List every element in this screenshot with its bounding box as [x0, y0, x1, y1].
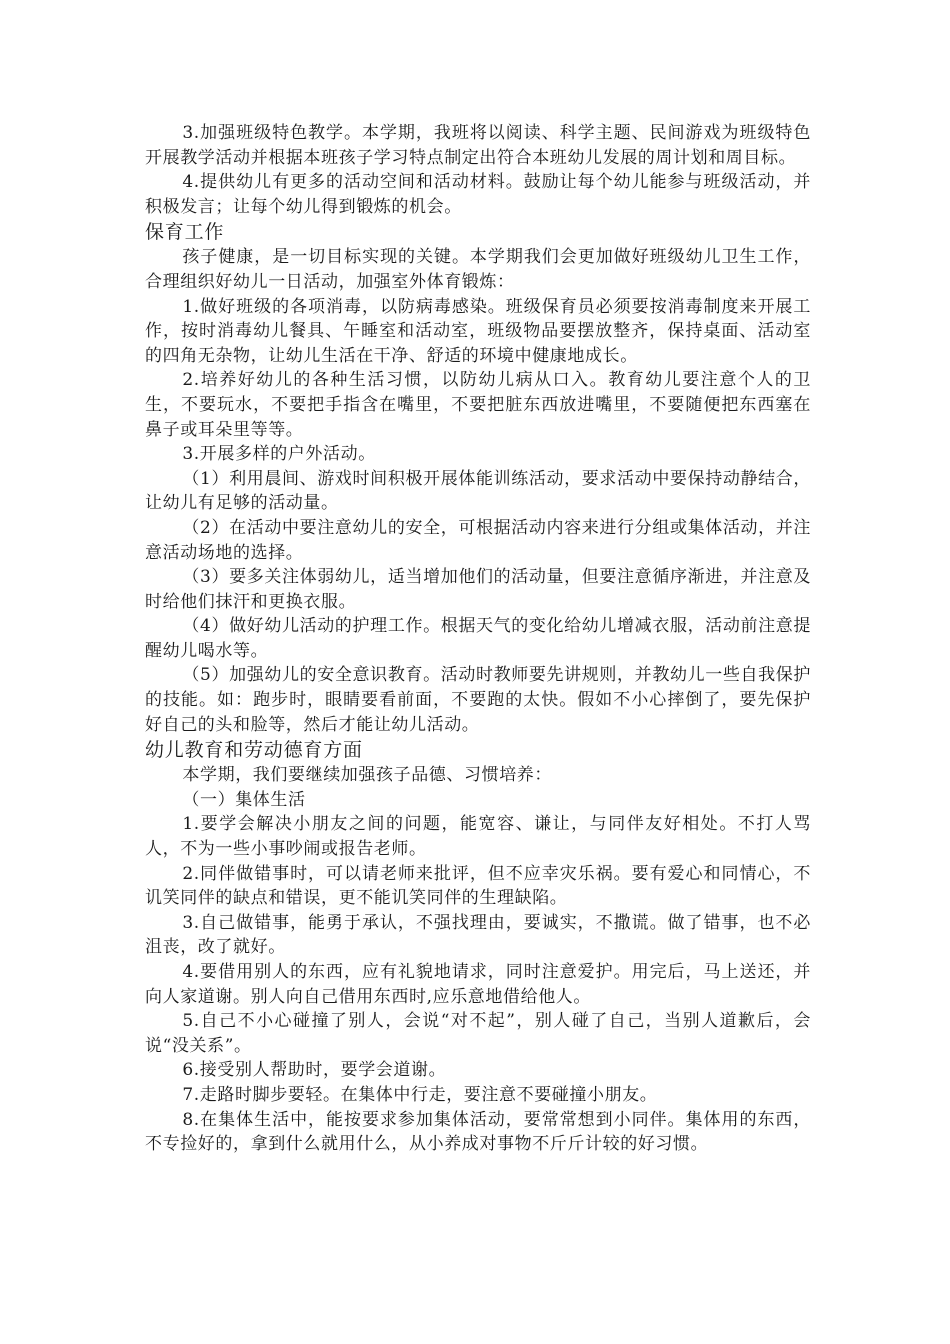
paragraph-moral-intro: 本学期，我们要继续加强孩子品德、习惯培养：	[182, 765, 552, 786]
paragraph-group-item-8: 8.在集体生活中，能按要求参加集体活动，要常常想到小同伴。集体用的东西，不专捡好的，拿到什么就用什么，从小养成对事物不斤斤计较的好习惯。	[145, 1109, 811, 1155]
paragraph-group-item-1: 1.要学会解决小朋友之间的问题，能宽容、谦让，与同伴友好相处。不打人骂人，不为一些小事吵闹或报告老师。	[145, 814, 811, 860]
paragraph-outdoor-item-1: （1）利用晨间、游戏时间积极开展体能训练活动，要求活动中要保持动静结合，让幼儿有足够的活动量。	[145, 468, 811, 514]
paragraph-group-item-4: 4.要借用别人的东西，应有礼貌地请求，同时注意爱护。用完后，马上送还，并向人家道谢。别人向自己借用东西时,应乐意地借给他人。	[145, 962, 811, 1007]
paragraph-group-item-6: 6.接受别人帮助时，要学会道谢。	[182, 1060, 447, 1081]
paragraph-group-item-7: 7.走路时脚步要轻。在集体中行走，要注意不要碰撞小朋友。	[182, 1084, 658, 1105]
paragraph-group-item-5: 5.自己不小心碰撞了别人，会说“对不起”，别人碰了自己，当别人道歉后，会说“没关系”。	[145, 1011, 811, 1056]
subheading-group-life: （一）集体生活	[182, 789, 306, 810]
paragraph-living-habits: 2.培养好幼儿的各种生活习惯，以防幼儿病从口入。教育幼儿要注意个人的卫生，不要玩水，不要把手指含在嘴里，不要把脏东西放进嘴里，不要随便把东西塞在鼻子或耳朵里等等。	[145, 370, 811, 440]
section-heading-moral-education: 幼儿教育和劳动德育方面	[145, 739, 363, 762]
paragraph-outdoor-item-3: （3）要多关注体弱幼儿，适当增加他们的活动量，但要注意循序渐进，并注意及时给他们抹汗和更换衣服。	[145, 567, 811, 612]
paragraph-disinfection: 1.做好班级的各项消毒，以防病毒感染。班级保育员必须要按消毒制度来开展工作，按时消毒幼儿餐具、午睡室和活动室，班级物品要摆放整齐，保持桌面、活动室的四角无杂物，让幼儿生活在干净、舒适的环境中健康地成长。	[145, 296, 811, 366]
paragraph-group-item-3: 3.自己做错事，能勇于承认，不强找理由，要诚实，不撒谎。做了错事，也不必沮丧，改了就好。	[145, 912, 811, 958]
paragraph-activity-space: 4.提供幼儿有更多的活动空间和活动材料。鼓励让每个幼儿能参与班级活动，并积极发言；让每个幼儿得到锻炼的机会。	[145, 172, 811, 217]
document-body	[145, 121, 811, 1157]
paragraph-special-teaching: 3.加强班级特色教学。本学期，我班将以阅读、科学主题、民间游戏为班级特色开展教学活动并根据本班孩子学习特点制定出符合本班幼儿发展的周计划和周目标。	[145, 123, 811, 168]
paragraph-outdoor-item-4: （4）做好幼儿活动的护理工作。根据天气的变化给幼儿增减衣服，活动前注意提醒幼儿喝水等。	[145, 616, 811, 661]
section-heading-care-work: 保育工作	[145, 221, 225, 244]
paragraph-outdoor-item-2: （2）在活动中要注意幼儿的安全，可根据活动内容来进行分组或集体活动，并注意活动场地的选择。	[145, 517, 811, 563]
paragraph-outdoor-activities: 3.开展多样的户外活动。	[182, 444, 376, 465]
paragraph-health-intro: 孩子健康，是一切目标实现的关键。本学期我们会更加做好班级幼儿卫生工作，合理组织好幼儿一日活动，加强室外体育锻炼：	[145, 247, 811, 292]
paragraph-group-item-2: 2.同伴做错事时，可以请老师来批评，但不应幸灾乐祸。要有爱心和同情心，不讥笑同伴的缺点和错误，更不能讥笑同伴的生理缺陷。	[145, 863, 811, 909]
paragraph-outdoor-item-5: （5）加强幼儿的安全意识教育。活动时教师要先讲规则，并教幼儿一些自我保护的技能。如：跑步时，眼睛要看前面，不要跑的太快。假如不小心摔倒了，要先保护好自己的头和脸等，然后才能让幼儿活动。	[145, 665, 811, 735]
